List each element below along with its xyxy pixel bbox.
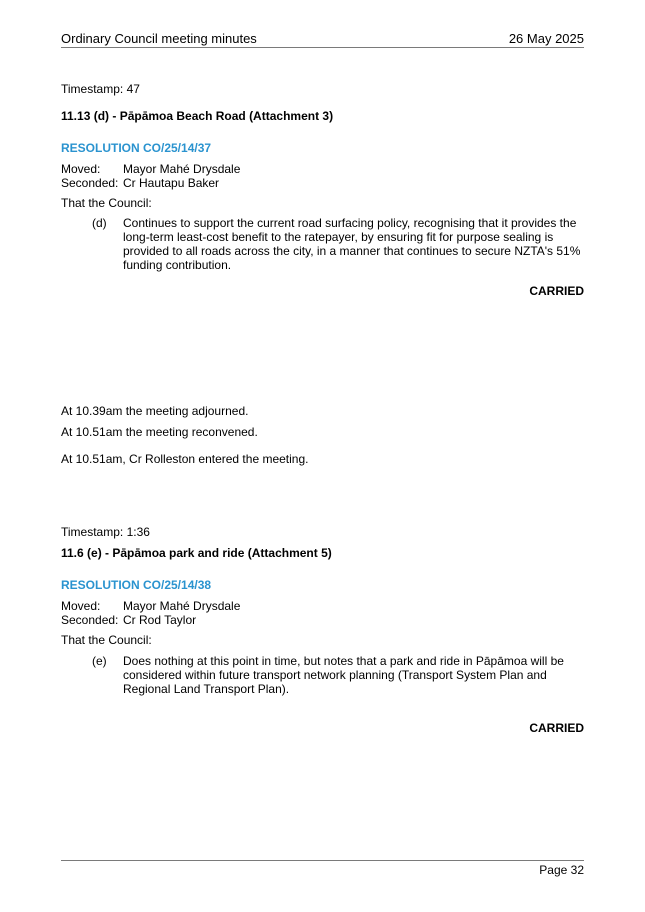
seconded-label: Seconded:: [61, 613, 119, 627]
footer-divider: [61, 860, 584, 861]
seconded-label: Seconded:: [61, 176, 119, 190]
resolution-item-text: Continues to support the current road surfacing policy, recognising that it provides the long-term least-cost benefit to the ratepayer, by ensuring fit for purpose sealing is provided to all roads across the city, in a manner that continues to secure NZTA's 51% funding contribution.: [123, 216, 581, 272]
item-heading: 11.6 (e) - Pāpāmoa park and ride (Attachment 5): [61, 546, 332, 560]
outcome-carried: CARRIED: [529, 284, 584, 298]
document-date: 26 May 2025: [508, 31, 584, 46]
timestamp: Timestamp: 1:36: [61, 525, 150, 539]
resolution-intro: That the Council:: [61, 633, 152, 647]
page-number: Page 32: [539, 863, 584, 877]
meeting-note: At 10.51am the meeting reconvened.: [61, 425, 258, 439]
resolution-item-letter: (d): [92, 216, 107, 230]
moved-label: Moved:: [61, 599, 101, 613]
resolution-item-letter: (e): [92, 654, 107, 668]
item-heading: 11.13 (d) - Pāpāmoa Beach Road (Attachment 3): [61, 109, 334, 123]
meeting-note: At 10.39am the meeting adjourned.: [61, 404, 249, 418]
seconded-value: Cr Rod Taylor: [123, 613, 197, 627]
outcome-carried: CARRIED: [529, 721, 584, 735]
resolution-intro: That the Council:: [61, 196, 152, 210]
moved-label: Moved:: [61, 162, 101, 176]
resolution-number: RESOLUTION CO/25/14/37: [61, 141, 212, 155]
document-title: Ordinary Council meeting minutes: [61, 31, 257, 46]
timestamp: Timestamp: 47: [61, 82, 140, 96]
seconded-value: Cr Hautapu Baker: [123, 176, 220, 190]
meeting-note: At 10.51am, Cr Rolleston entered the meeting.: [61, 452, 309, 466]
moved-value: Mayor Mahé Drysdale: [123, 162, 241, 176]
moved-value: Mayor Mahé Drysdale: [123, 599, 241, 613]
header-divider: [61, 47, 584, 48]
resolution-number: RESOLUTION CO/25/14/38: [61, 578, 212, 592]
resolution-item-text: Does nothing at this point in time, but notes that a park and ride in Pāpāmoa will be considered within future transport network planning (Transport System Plan and Regional Land Transport Plan).: [123, 654, 564, 696]
